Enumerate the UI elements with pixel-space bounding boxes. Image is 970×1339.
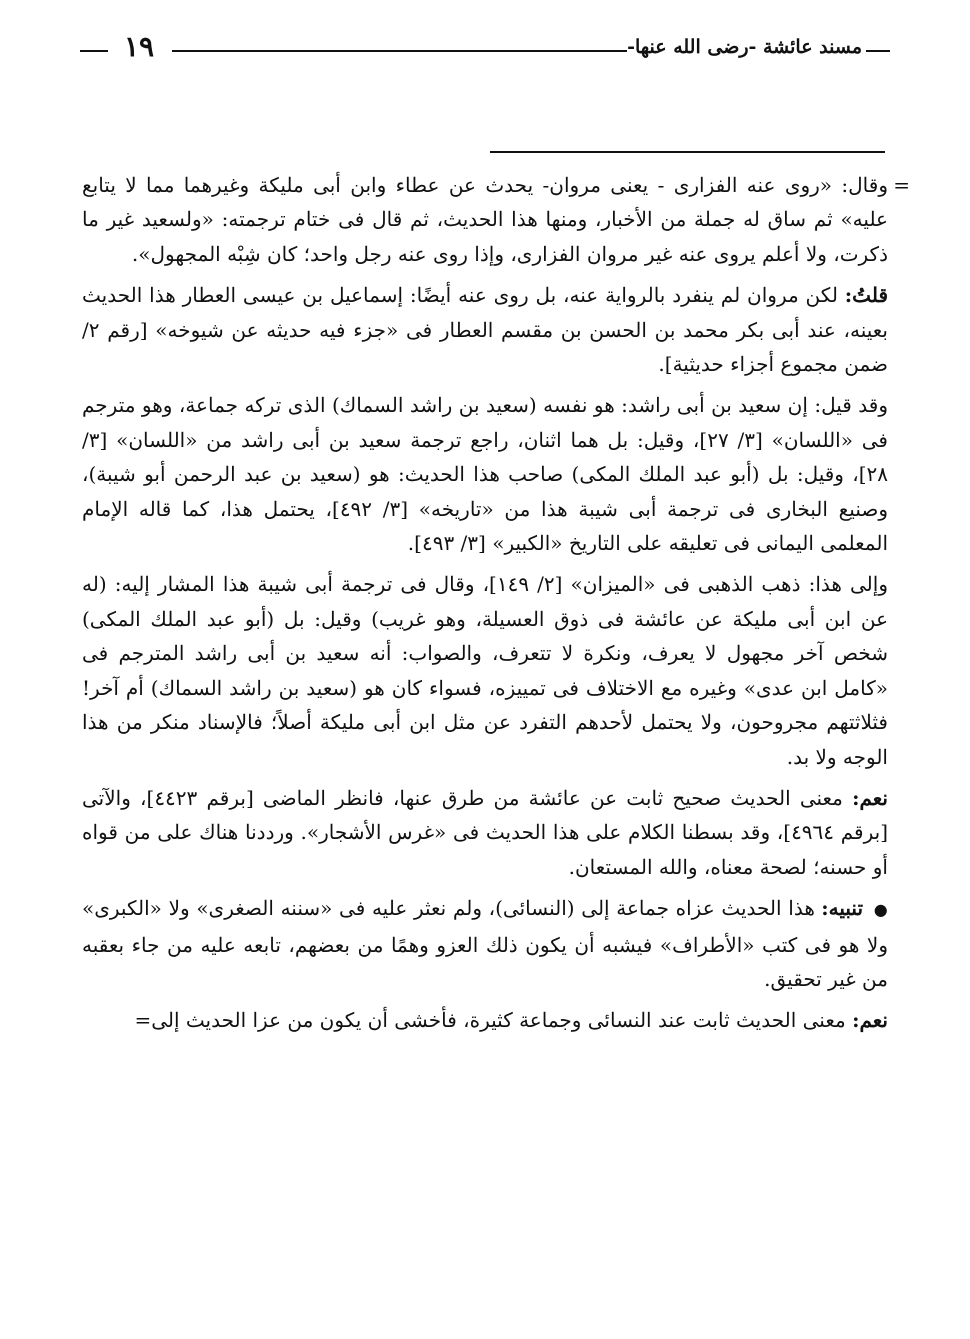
footnote-separator <box>490 151 885 153</box>
footnote-body <box>82 168 910 1045</box>
paragraph-4 <box>82 567 888 773</box>
paragraph-text: وقد قيل: إن سعيد بن أبى راشد: هو نفسه (سعيد بن راشد السماك) الذى تركه جماعة، وهو مترجم فى «اللسان» [٣/ ٢٧]، وقيل: بل هما اثنان، راجع ترجمة سعيد بن أبى راشد من «اللسان» [٣/ ٢٨]، وقيل: بل (أبو عبد الملك المكى) صاحب هذا الحديث: هو (سعيد بن عبد الرحمن أبو شيبة)، وصنيع البخارى فى ترجمة أبى شيبة هذا من «تاريخه» [٣/ ٤٩٢]، يحتمل هذا، كما قاله الإمام المعلمى اليمانى فى تعليقه على التاريخ «الكبير» [٣/ ٤٩٣]. <box>82 393 888 556</box>
paragraph-6 <box>82 891 888 996</box>
paragraph-lead: قلتُ: <box>844 283 888 308</box>
paragraph-lead: نعم: <box>852 785 888 810</box>
paragraph-lead: تنبيه: <box>821 896 864 921</box>
paragraph-text: معنى الحديث صحيح ثابت عن عائشة من طرق عنها، فانظر الماضى [برقم ٤٤٢٣]، والآتى [برقم ٤٩٦٤]، وقد بسطنا الكلام على هذا الحديث فى «غرس الأشجار». ورددنا هناك على من قواه أو حسنه؛ لصحة معناه، والله المستعان. <box>82 785 888 879</box>
paragraph-lead: نعم: <box>852 1008 888 1033</box>
paragraph-text: هذا الحديث عزاه جماعة إلى (النسائى)، ولم نعثر عليه فى «سننه الصغرى» ولا «الكبرى» ولا هو فى كتب «الأطراف» فيشبه أن يكون ذلك العزو وهمًا من بعضهم، تابعه عليه من جاء بعقبه من غير تحقيق. <box>82 896 888 991</box>
running-title: مسند عائشة -رضى الله عنها- <box>627 36 862 58</box>
header-rule-right <box>866 50 890 52</box>
paragraph-1 <box>82 168 910 271</box>
paragraph-text: لكن مروان لم ينفرد بالرواية عنه، بل روى عنه أيضًا: إسماعيل بن عيسى العطار هذا الحديث بعينه، عند أبى بكر محمد بن الحسن بن مقسم العطار فى «جزء فيه حديثه عن شيوخه» [رقم ٢/ ضمن مجموع أجزاء حديثية]. <box>82 283 888 377</box>
paragraph-5 <box>82 781 888 884</box>
page-header <box>80 32 890 66</box>
paragraph-7 <box>82 1003 888 1037</box>
bullet-icon: ● <box>873 900 888 920</box>
page-number: ١٩ <box>118 30 160 63</box>
paragraph-text: وإلى هذا: ذهب الذهبى فى «الميزان» [٢/ ١٤٩]، وقال فى ترجمة أبى شيبة هذا المشار إليه: (له عن ابن أبى مليكة عن عائشة فى ذوق العسيلة، وهو غريب) وقيل: بل (أبو عبد الملك المكى) شخص آخر مجهول لا يعرف، ونكرة لا تتعرف، والصواب: أنه سعيد بن أبى راشد المترجم فى «كامل ابن عدى» وغيره مع الاختلاف فى تمييزه، فسواء كان هو (سعيد بن راشد السماك) أم آخر! فثلاثتهم مجروحون، ولا يحتمل لأحدهم التفرد عن مثل ابن أبى مليكة أصلاً؛ فالإسناد منكر من هذا الوجه ولا بد. <box>82 572 888 769</box>
paragraph-text: معنى الحديث ثابت عند النسائى وجماعة كثيرة، فأخشى أن يكون من عزا الحديث إلى= <box>134 1008 853 1033</box>
continuation-mark: = <box>893 173 910 197</box>
header-rule-left <box>80 50 108 52</box>
paragraph-text: وقال: «روى عنه الفزارى - يعنى مروان- يحدث عن عطاء وابن أبى مليكة وغيرهما مما لا يتابع عليه» ثم ساق له جملة من الأخبار، ومنها هذا الحديث، ثم قال فى ختام ترجمته: «ولسعيد غير ما ذكرت، ولا أعلم يروى عنه غير مروان الفزارى، وإذا روى عنه رجل واحد؛ كان شِبْه المجهول». <box>82 173 888 266</box>
paragraph-3 <box>82 388 888 560</box>
paragraph-2 <box>82 278 888 381</box>
